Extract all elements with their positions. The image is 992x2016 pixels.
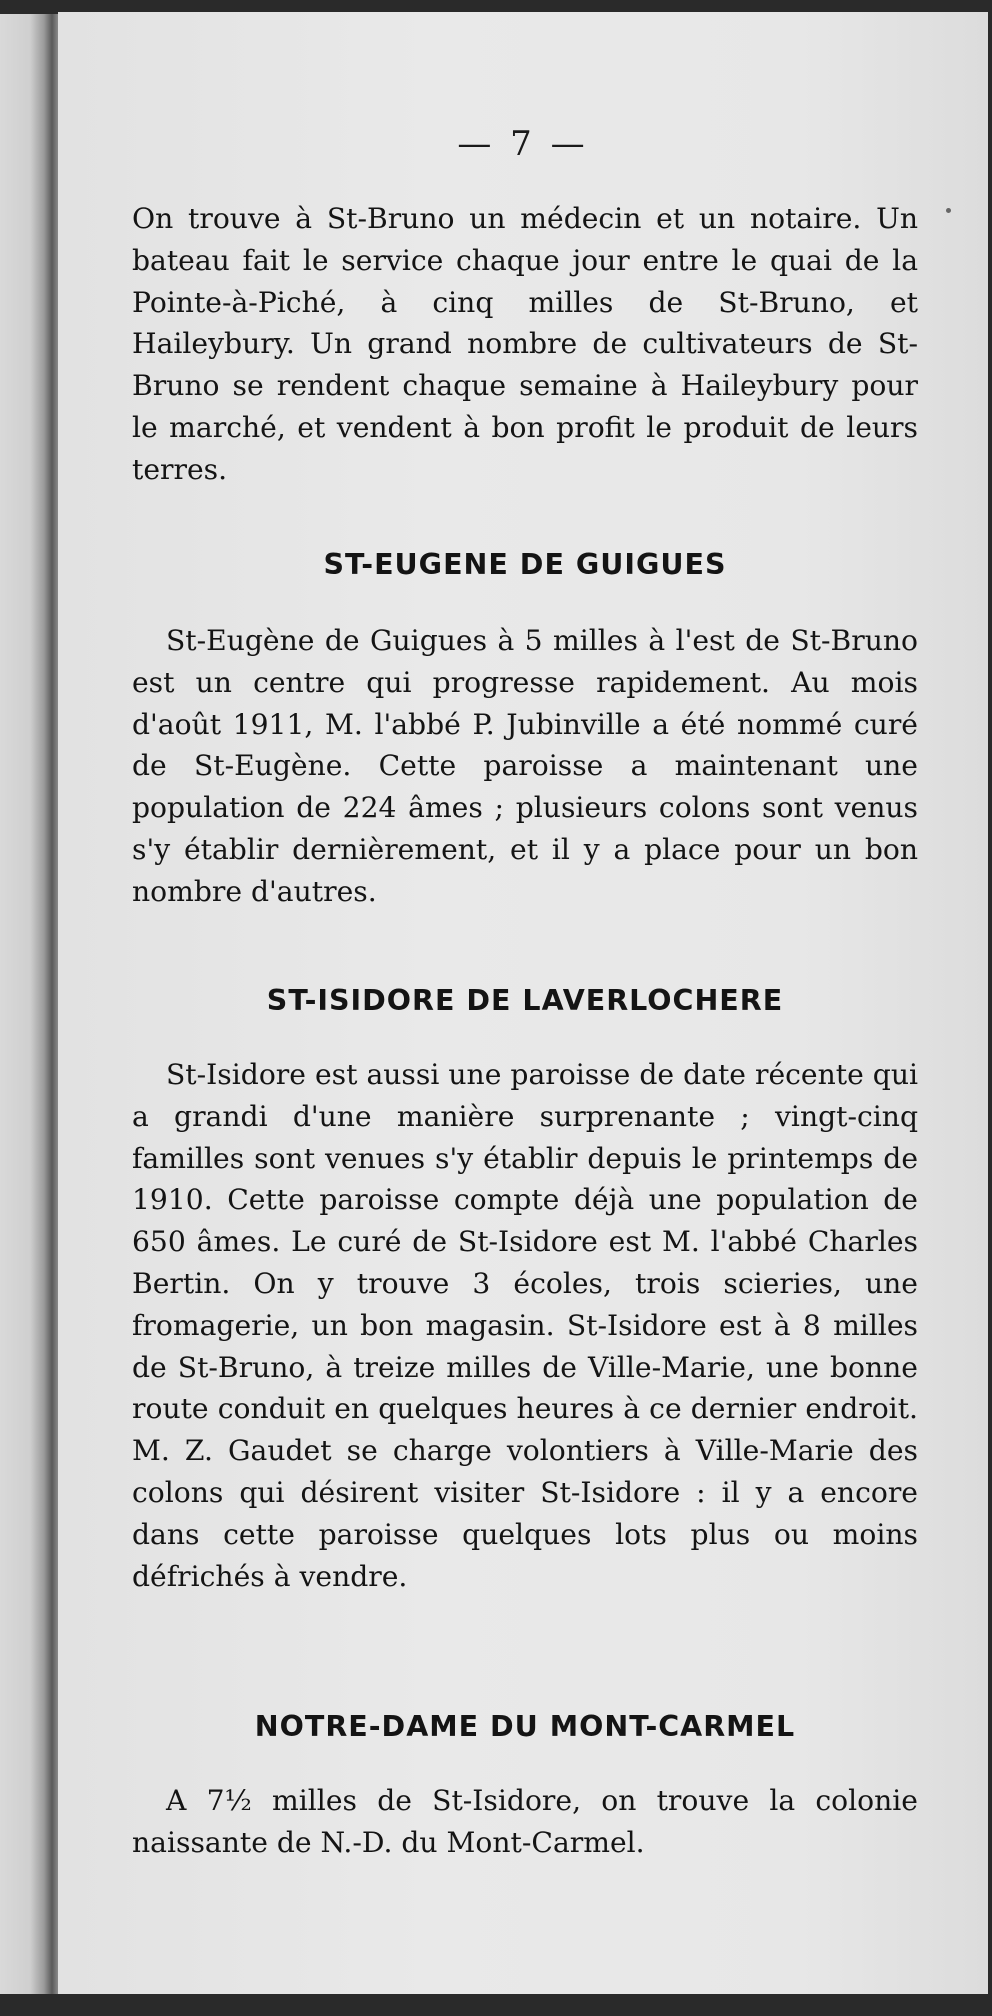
paragraph-mont-carmel: A 7½ milles de St-Isidore, on trouve la colonie naissante de N.-D. du Mont-Carmel. bbox=[132, 1784, 918, 1859]
book-page bbox=[58, 12, 988, 1994]
paragraph-st-bruno: On trouve à St-Bruno un médecin et un notaire. Un bateau fait le service chaque jour entre le quai de la Pointe-à-Piché, à cinq milles de St-Bruno, et Haileybury. Un grand nombre de cultivateurs de St-Bruno se rendent chaque semaine à Haileybury pour le marché, et vendent à bon profit le produit de leurs terres. bbox=[132, 202, 918, 486]
heading-st-isidore: ST-ISIDORE DE LAVERLOCHERE bbox=[266, 984, 784, 1017]
book-spine-edge bbox=[0, 14, 58, 1994]
paragraph-st-eugene: St-Eugène de Guigues à 5 milles à l'est de St-Bruno est un centre qui progresse rapidement. Au mois d'août 1911, M. l'abbé P. Jubinville a été nommé curé de St-Eugène. Cette paroisse a maintenant une population de 224 âmes ; plusieurs colons sont venus s'y établir dernièrement, et il y a place pour un bon nombre d'autres. bbox=[132, 624, 918, 908]
heading-st-eugene: ST-EUGENE DE GUIGUES bbox=[323, 548, 727, 581]
heading-mont-carmel: NOTRE-DAME DU MONT-CARMEL bbox=[254, 1710, 796, 1743]
paragraph-st-isidore: St-Isidore est aussi une paroisse de date récente qui a grandi d'une manière surprenante ; vingt-cinq familles sont venues s'y établir depuis le printemps de 1910. Cette paroisse compte déjà une population de 650 âmes. Le curé de St-Isidore est M. l'abbé Charles Bertin. On y trouve 3 écoles, trois scieries, une fromagerie, un bon magasin. St-Isidore est à 8 milles de St-Bruno, à treize milles de Ville-Marie, une bonne route conduit en quelques heures à ce dernier endroit. M. Z. Gaudet se charge volontiers à Ville-Marie des colons qui désirent visiter St-Isidore : il y a encore dans cette paroisse quelques lots plus ou moins défrichés à vendre. bbox=[132, 1058, 918, 1593]
page-number: — 7 — bbox=[457, 124, 589, 164]
speck bbox=[946, 208, 951, 213]
